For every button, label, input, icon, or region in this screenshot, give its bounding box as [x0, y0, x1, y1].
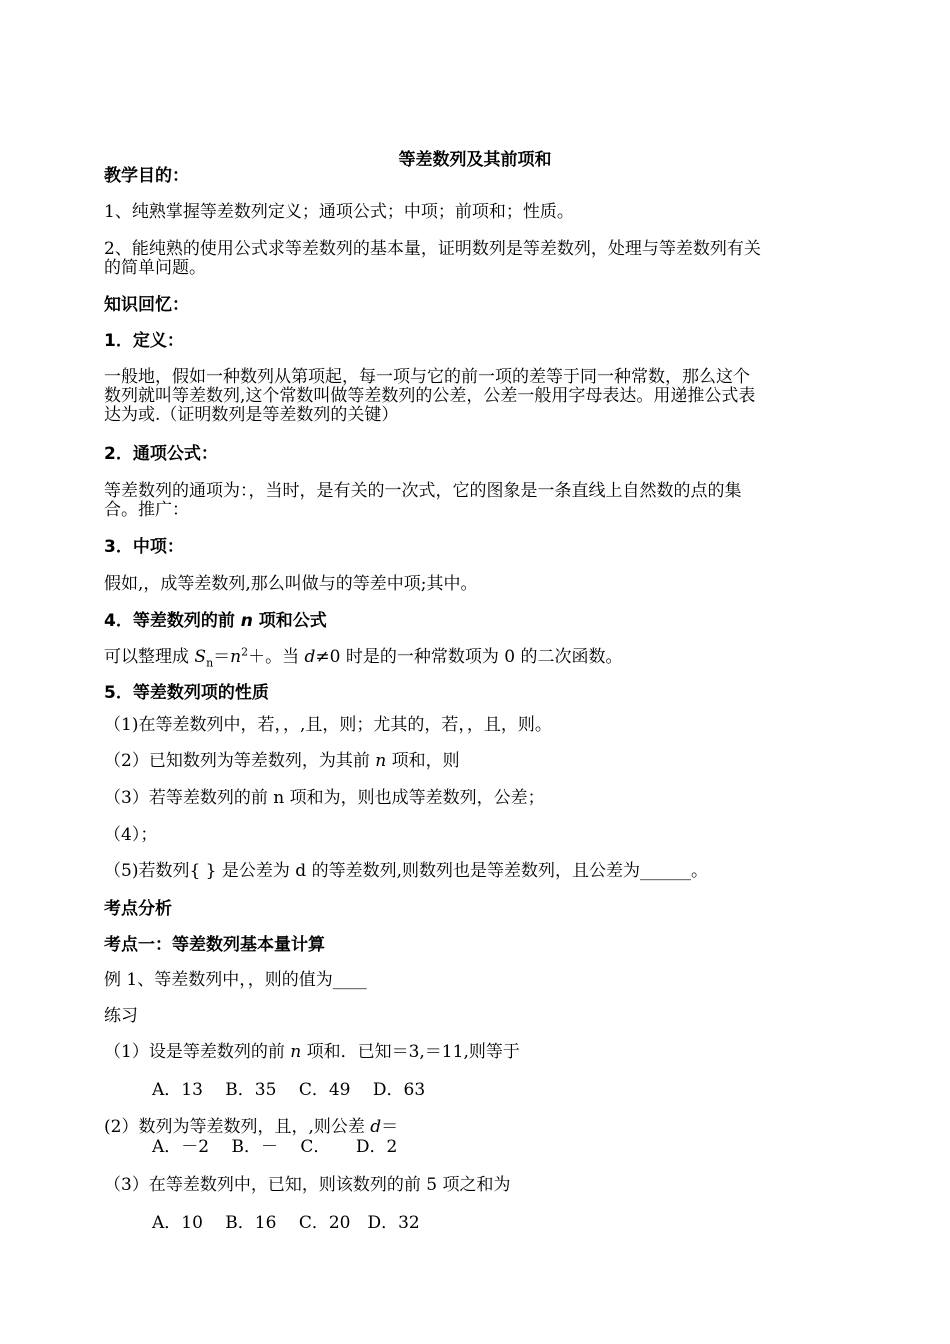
analysis-heading: 考点分析	[104, 899, 172, 919]
page-title: 等差数列及其前项和	[398, 150, 552, 170]
section-1-line-2: 数列就叫等差数列,这个常数叫做等差数列的公差，公差一般用字母表达。用递推公式表	[104, 386, 756, 406]
q1-n: n	[290, 1042, 302, 1062]
s4-heading-post: 项和公式	[252, 611, 327, 631]
q1-post: 项和．已知＝3,＝11,则等于	[301, 1042, 520, 1062]
goal-heading: 教学目的：	[104, 166, 189, 186]
q2-pre: (2）数列为等差数列，且，,则公差	[104, 1117, 371, 1137]
question-1-options: A．13 B．35 C．49 D．63	[152, 1080, 426, 1100]
section-2-line-1: 等差数列的通项为：，当时，是有关的一次式，它的图象是一条直线上自然数的点的集	[104, 481, 742, 501]
property-5: （5)若数列{ } 是公差为 d 的等差数列,则数列也是等差数列，且公差为______。	[104, 861, 708, 881]
goal-2-line-2: 的简单问题。	[104, 258, 206, 278]
property-3: （3）若等差数列的前 n 项和为，则也成等差数列，公差；	[104, 788, 545, 808]
s4-eq: ＝	[213, 647, 231, 667]
property-1: （1)在等差数列中，若，，,且，则；尤其的，若，，且，则。	[104, 715, 552, 735]
p2-n: n	[375, 751, 387, 771]
q1-pre: （1）设是等差数列的前	[104, 1042, 291, 1062]
question-3-options: A．10 B．16 C．20 D．32	[152, 1213, 420, 1233]
q2-post: ＝	[381, 1117, 399, 1137]
review-heading: 知识回忆：	[104, 295, 189, 315]
s4-S: S	[194, 647, 207, 667]
property-4: （4）；	[104, 825, 158, 845]
goal-2-line-1: 2、能纯熟的使用公式求等差数列的基本量，证明数列是等差数列，处理与等差数列有关	[104, 239, 761, 259]
s4-heading-n: n	[240, 611, 253, 631]
s4-mid: ＋。当	[248, 647, 305, 667]
example-1: 例 1、等差数列中，，则的值为____	[104, 970, 367, 990]
p2-post: 项和，则	[386, 751, 460, 771]
p2-pre: （2）已知数列为等差数列，为其前	[104, 751, 376, 771]
property-2	[104, 752, 844, 771]
section-3-heading: 3．中项：	[104, 537, 184, 557]
section-2-heading: 2．通项公式：	[104, 444, 218, 464]
section-4-line-1	[104, 645, 844, 670]
section-2-line-2: 合。推广：	[104, 500, 189, 520]
s4-heading-pre: 4．等差数列的前	[104, 611, 241, 631]
question-3: （3）在等差数列中，已知，则该数列的前 5 项之和为	[104, 1175, 511, 1195]
section-1-line-3: 达为或.（证明数列是等差数列的关键）	[104, 405, 399, 425]
section-3-line-1: 假如,，成等差数列,那么叫做与的等差中项;其中。	[104, 574, 478, 594]
question-2	[104, 1118, 844, 1137]
s4-d: d	[304, 647, 316, 667]
goal-1: 1、纯熟掌握等差数列定义；通项公式；中项；前项和；性质。	[104, 202, 574, 222]
section-4-heading	[104, 612, 844, 631]
s4-sup: 2	[241, 645, 249, 659]
s4-sub: n	[206, 656, 214, 670]
s4-n: n	[230, 647, 242, 667]
s4-pre: 可以整理成	[104, 647, 195, 667]
q2-d: d	[370, 1117, 382, 1137]
practice-label: 练习	[104, 1006, 138, 1026]
question-2-options: A．－2 B．－ C． D．2	[152, 1137, 398, 1157]
s4-post: ≠0 时是的一种常数项为 0 的二次函数。	[315, 647, 623, 667]
section-5-heading: 5．等差数列项的性质	[104, 683, 269, 703]
topic-1-heading: 考点一：等差数列基本量计算	[104, 935, 325, 955]
question-1	[104, 1043, 844, 1062]
section-1-line-1: 一般地，假如一种数列从第项起，每一项与它的前一项的差等于同一种常数，那么这个	[104, 367, 750, 387]
section-1-heading: 1．定义：	[104, 331, 184, 351]
